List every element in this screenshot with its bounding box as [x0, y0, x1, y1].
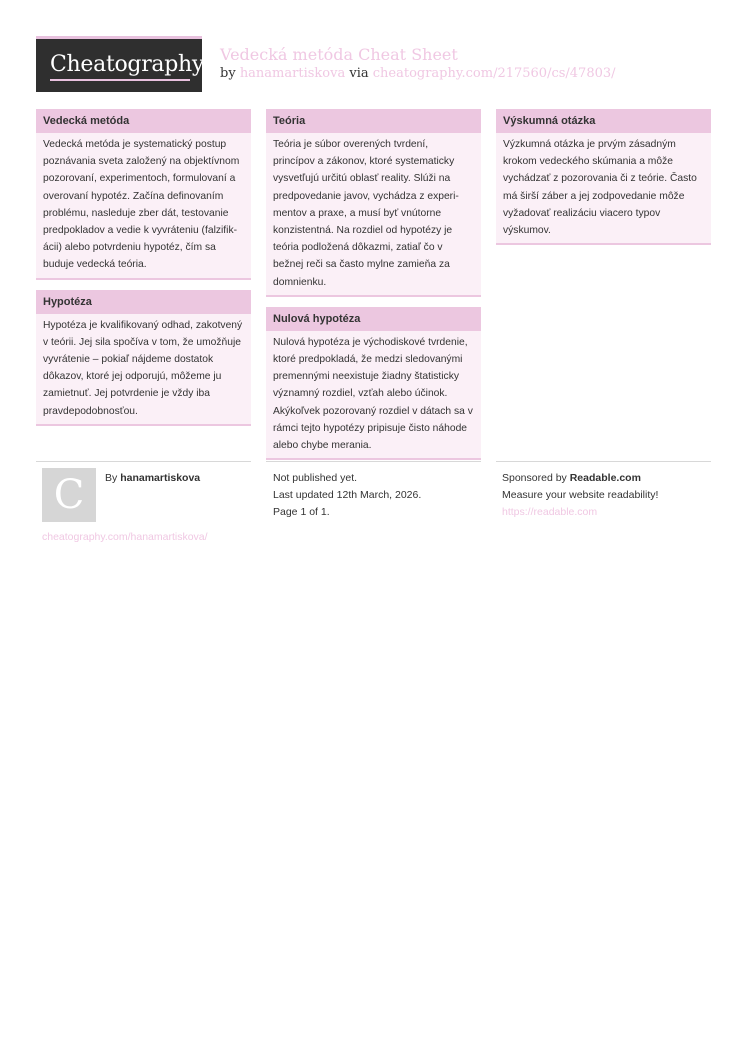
text-line: alebo chybe merania. [273, 440, 372, 452]
text-line: významný rozdiel, vzťah alebo účinok. [273, 388, 448, 400]
text-line: domnienku. [273, 276, 327, 288]
sheet-url-link[interactable]: cheatography.com/217560/cs/47803/ [372, 66, 616, 81]
byline-prefix: by [220, 66, 236, 81]
text-line: Teória je súbor overených tvrdení, [273, 139, 429, 150]
footer-author [105, 472, 200, 484]
section-body [36, 314, 251, 424]
text-line: Nulová hypotéza je východiskové tvrdenie, [273, 336, 468, 348]
text-line: ktoré predpokladá, že medzi sledovanými [273, 354, 463, 366]
text-line: teória podložená dôkazmi, zatiaľ čo v [273, 242, 443, 254]
sponsor-prefix: Sponsored by [502, 472, 567, 484]
footer-author-url[interactable]: cheatography.com/hanamartiskova/ [42, 531, 208, 543]
text-line: Akýkoľvek pozorovaný rozdiel v dátach sa v [273, 405, 473, 417]
page-title: Vedecká metóda Cheat Sheet [220, 45, 458, 64]
text-line: predpovedanie javov, vychádza z experi- [273, 190, 459, 202]
text-line: vyvrátenie – pokiaľ nájdeme dostatok [43, 354, 214, 366]
section-body [266, 133, 481, 295]
footer-divider [36, 461, 251, 462]
text-line: Vedecká metóda je systematický postup [43, 139, 227, 150]
text-line: problému, nasleduje zber dát, testovanie [43, 207, 229, 219]
sponsor-tagline: Measure your website readability! [502, 489, 659, 501]
section-title: Nulová hypotéza [266, 307, 481, 331]
text-line: buduje vedecká teória. [43, 259, 147, 271]
section-title: Hypotéza [36, 290, 251, 314]
sponsor-url[interactable]: https://readable.com [502, 506, 598, 518]
text-line: krokom vedeckého skúmania a môže [503, 156, 673, 168]
section-vyskumna-otazka [496, 109, 711, 245]
section-title: Výskumná otázka [496, 109, 711, 133]
section-hypoteza [36, 290, 251, 426]
byline-via: via [349, 66, 369, 81]
text-line: výskumov. [503, 225, 551, 237]
text-line: rámci tejto hypotézy pripisuje čisto náhode [273, 422, 468, 434]
logo-underline [50, 79, 190, 81]
section-body [266, 331, 481, 458]
text-line: pravdepodobnosťou. [43, 405, 138, 417]
text-line: bežnej reči sa často mylne zamieňa za [273, 259, 450, 271]
footer-author-name[interactable]: hanamartiskova [120, 472, 201, 484]
text-line: predpokladov a vedie k vyvráteniu (falzifik- [43, 225, 238, 237]
text-line: vyžadovať realizáciu viacero typov [503, 207, 661, 219]
text-line: dôkazov, ktoré jej odporujú, môžeme ju [43, 371, 222, 383]
section-nulova-hypoteza [266, 307, 481, 460]
text-line: Hypotéza je kvalifikovaný odhad, zakotvený [43, 319, 243, 331]
text-line: v teórii. Jej sila spočíva v tom, že umožňuje [43, 336, 242, 348]
author-link[interactable]: hanamartiskova [239, 66, 346, 81]
sponsor-line [502, 472, 641, 484]
byline [220, 66, 616, 81]
text-line: premennými neexistuje žiadny štatisticky [273, 371, 459, 383]
text-line: poznávania sveta založený na objektívnom [43, 156, 240, 168]
text-line: vysvetľujú určitú oblasť reality. Slúži na [273, 173, 451, 185]
avatar-letter: C [53, 472, 85, 518]
section-vedecka-metoda [36, 109, 251, 280]
text-line: mentov a praxe, a musí byť vnútorne [273, 207, 442, 219]
author-avatar[interactable] [42, 468, 96, 522]
column-1 [36, 109, 251, 436]
section-title: Vedecká metóda [36, 109, 251, 133]
footer-divider [266, 461, 481, 462]
section-body [496, 133, 711, 243]
last-updated: Last updated 12th March, 2026. [273, 489, 422, 501]
text-line: overovaní hypotéz. Začína definovaním [43, 190, 224, 202]
text-line: princípov a zákonov, ktoré systematicky [273, 156, 455, 168]
footer-divider [496, 461, 711, 462]
publish-status: Not published yet. [273, 472, 358, 484]
sponsor-name[interactable]: Readable.com [569, 472, 641, 484]
text-line: ácii) alebo potvrdeniu hypotéz, čím sa [43, 242, 216, 254]
logo[interactable] [36, 36, 205, 92]
text-line: vychádzať z pozorovania či z teórie. Často [503, 173, 697, 185]
section-body [36, 133, 251, 278]
column-2 [266, 109, 481, 470]
page-number: Page 1 of 1. [273, 506, 330, 518]
section-teoria [266, 109, 481, 297]
section-title: Teória [266, 109, 481, 133]
text-line: zamietnuť. Jej potvrdenie je vždy iba [43, 388, 210, 400]
column-3 [496, 109, 711, 255]
text-line: pozorovaní, experimentoch, formulovaní a [43, 173, 236, 185]
footer-by-label: By [105, 472, 118, 484]
logo-text: Cheatography [50, 52, 205, 77]
text-line: má širší záber a jej zodpovedanie môže [503, 190, 685, 202]
text-line: Výzkumná otázka je prvým zásadným [503, 139, 676, 150]
text-line: konzistentná. Na rozdiel od hypotézy je [273, 225, 453, 237]
